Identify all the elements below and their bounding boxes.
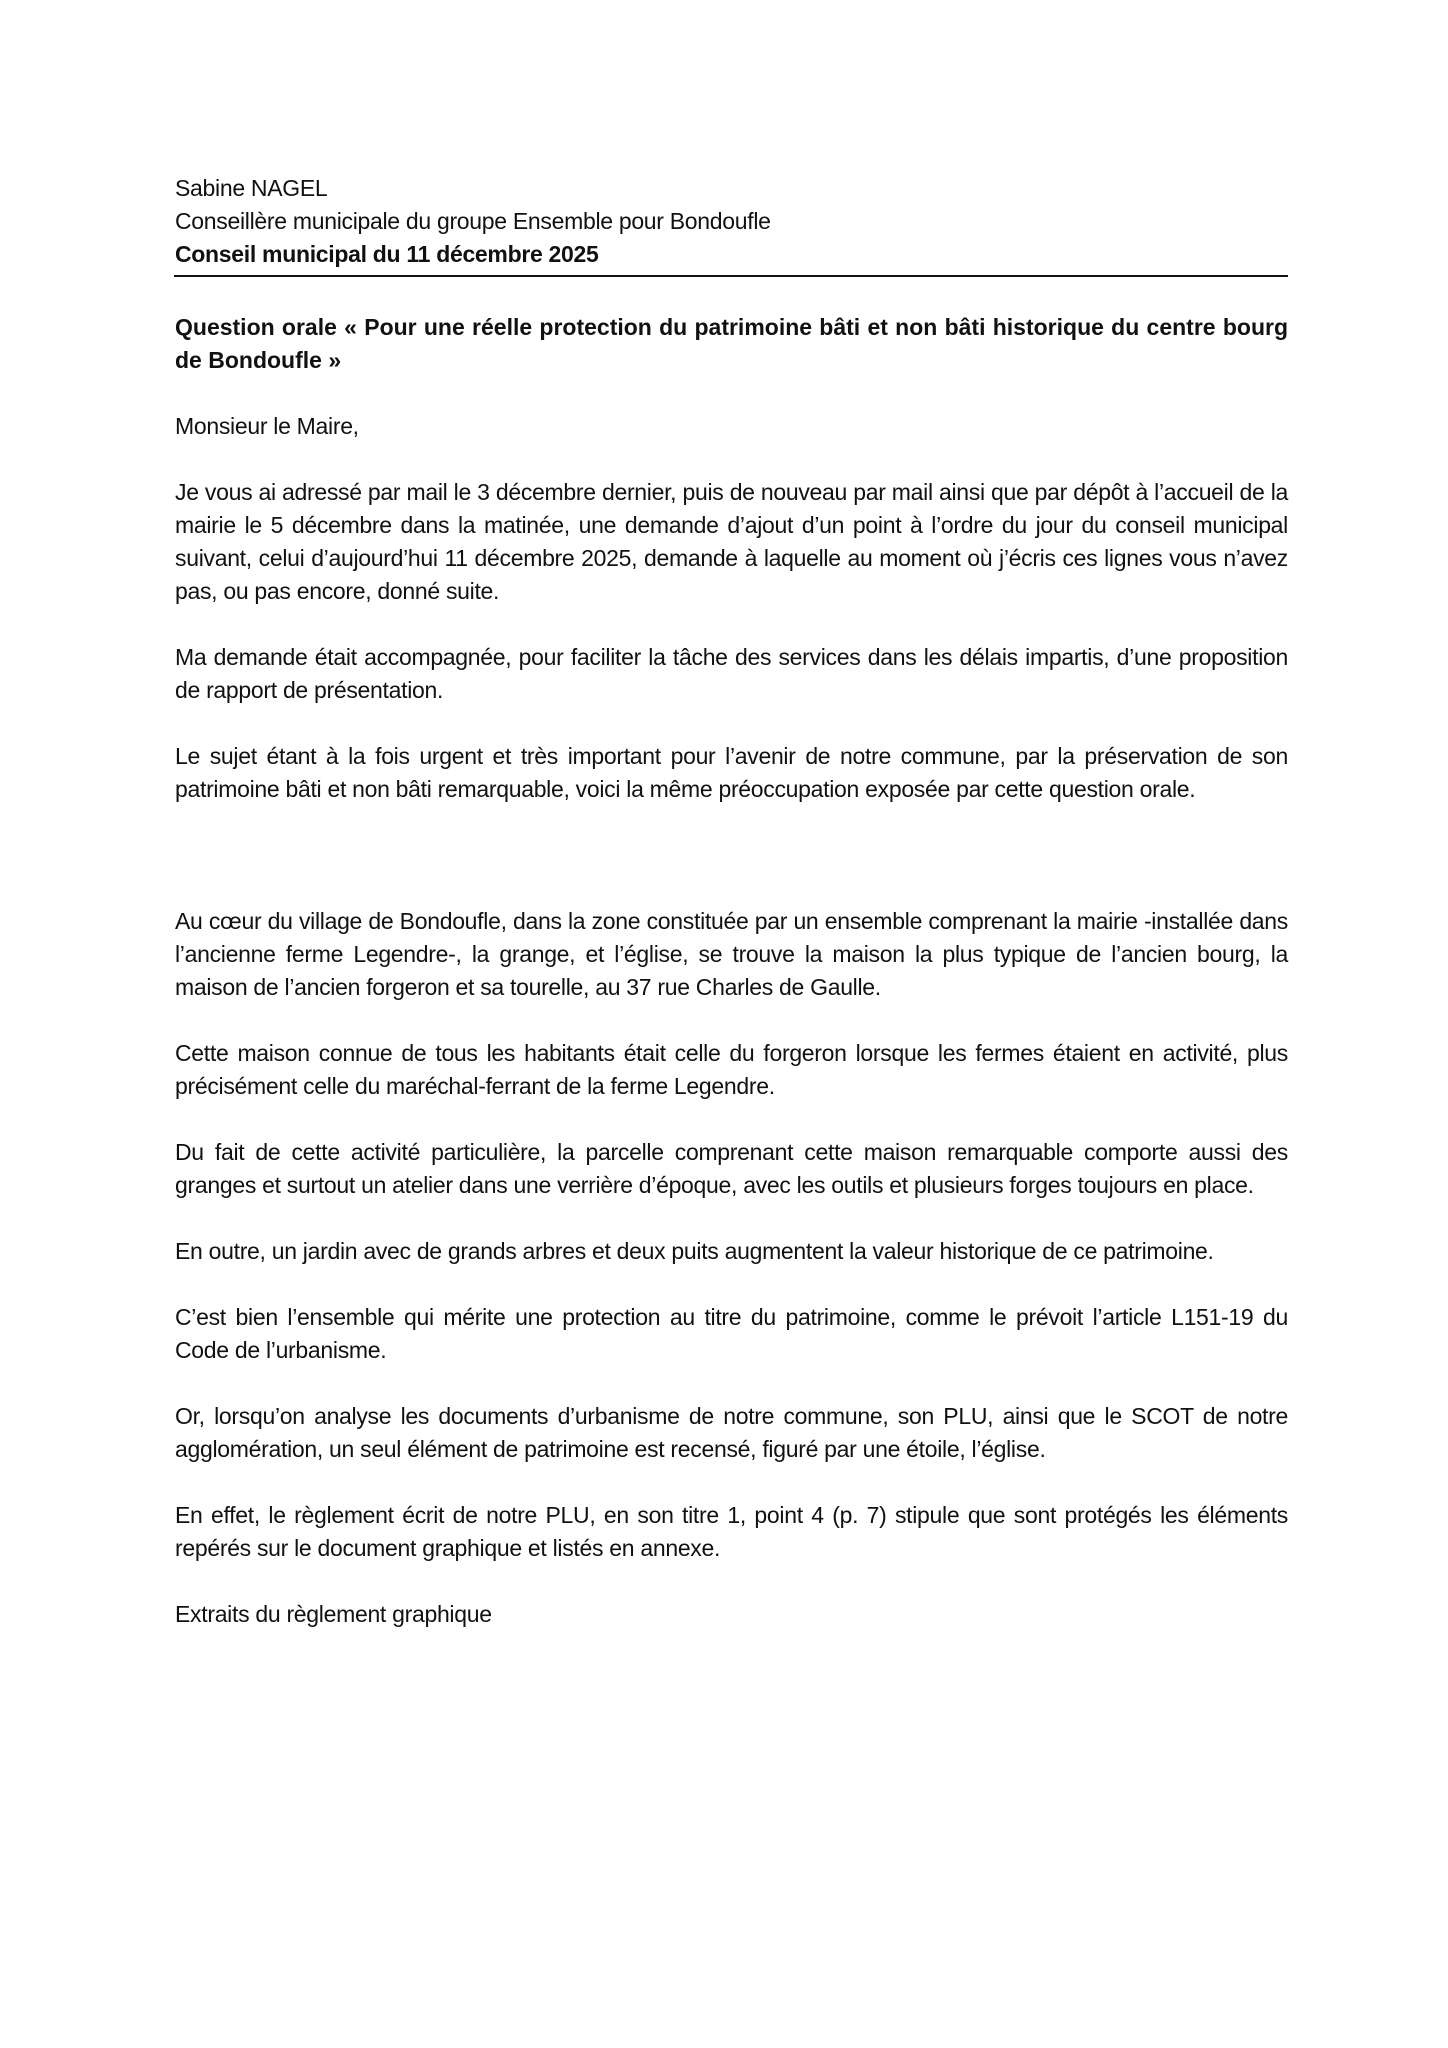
paragraph-urgency: Le sujet étant à la fois urgent et très important pour l’avenir de notre commune, par la préservation de son patrimoine bâti et non bâti remarquable, voici la même préoccupation exposée par cette question orale. (175, 743, 1288, 802)
paragraph-plu-rules: En effet, le règlement écrit de notre PLU, en son titre 1, point 4 (p. 7) stipule que sont protégés les éléments repérés sur le document graphique et listés en annexe. (175, 1502, 1288, 1561)
paragraph-garden: En outre, un jardin avec de grands arbres et deux puits augmentent la valeur historique de ce patrimoine. (175, 1238, 1214, 1264)
question-title: Question orale « Pour une réelle protection du patrimoine bâti et non bâti historique du centre bourg de Bondoufle » (175, 314, 1288, 373)
salutation: Monsieur le Maire, (175, 413, 359, 439)
paragraph-attachment: Ma demande était accompagnée, pour faciliter la tâche des services dans les délais impartis, d’une proposition de rapport de présentation. (175, 644, 1288, 703)
author-name: Sabine NAGEL (175, 175, 328, 201)
paragraph-request: Je vous ai adressé par mail le 3 décembre dernier, puis de nouveau par mail ainsi que par dépôt à l’accueil de la mairie le 5 décembre dans la matinée, une demande d’ajout d’un point à l’ordre du jour du conseil municipal suivant, celui d’aujourd’hui 11 décembre 2025, demande à laquelle au moment où j’écris ces lignes vous n’avez pas, ou pas encore, donné suite. (175, 479, 1288, 604)
paragraph-blacksmith-house: Cette maison connue de tous les habitants était celle du forgeron lorsque les fermes étaient en activité, plus précisément celle du maréchal-ferrant de la ferme Legendre. (175, 1040, 1288, 1099)
header-divider (174, 275, 1288, 277)
document-page (175, 172, 1288, 1631)
paragraph-plu-analysis: Or, lorsqu’on analyse les documents d’urbanisme de notre commune, son PLU, ainsi que le SCOT de notre agglomération, un seul élément de patrimoine est recensé, figuré par une étoile, l’église. (175, 1403, 1288, 1462)
meeting-date: Conseil municipal du 11 décembre 2025 (175, 241, 599, 267)
paragraph-village-heart: Au cœur du village de Bondoufle, dans la zone constituée par un ensemble comprenant la mairie -installée dans l’ancienne ferme Legendre-, la grange, et l’église, se trouve la maison la plus typique de l’ancien bourg, la maison de l’ancien forgeron et sa tourelle, au 37 rue Charles de Gaulle. (175, 908, 1288, 1000)
author-role: Conseillère municipale du groupe Ensemble pour Bondoufle (175, 208, 771, 234)
paragraph-protection: C’est bien l’ensemble qui mérite une protection au titre du patrimoine, comme le prévoit l’article L151-19 du Code de l’urbanisme. (175, 1304, 1288, 1363)
paragraph-extracts-caption: Extraits du règlement graphique (175, 1601, 492, 1627)
paragraph-workshop: Du fait de cette activité particulière, la parcelle comprenant cette maison remarquable comporte aussi des granges et surtout un atelier dans une verrière d’époque, avec les outils et plusieurs forges toujours en place. (175, 1139, 1288, 1198)
